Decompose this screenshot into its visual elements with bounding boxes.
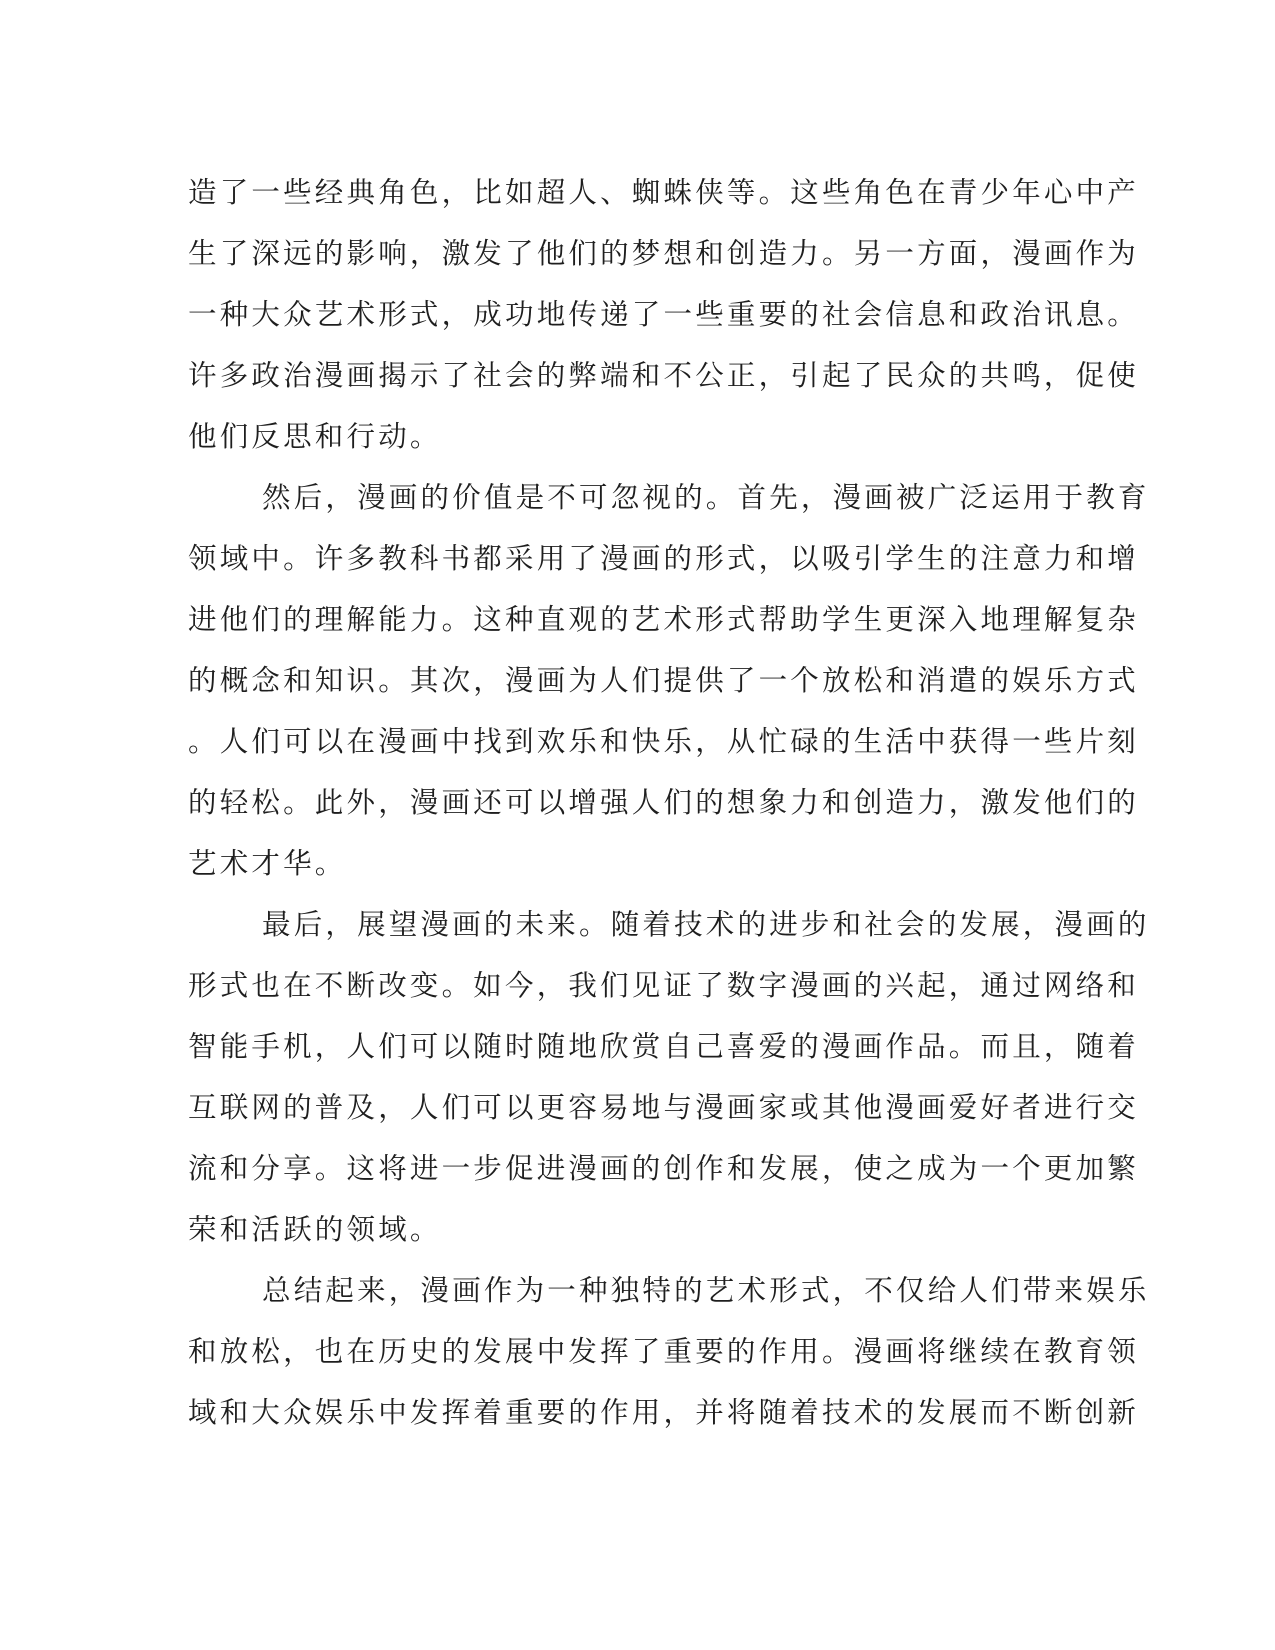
text-line: 域和大众娱乐中发挥着重要的作用，并将随着技术的发展而不断创新 (188, 1396, 1140, 1429)
text-line: 智能手机，人们可以随时随地欣赏自己喜爱的漫画作品。而且，随着 (188, 1030, 1140, 1063)
text-line: 艺术才华。 (188, 847, 347, 880)
body-text (188, 162, 1150, 1443)
text-line: 互联网的普及，人们可以更容易地与漫画家或其他漫画爱好者进行交 (188, 1091, 1140, 1124)
text-line: 荣和活跃的领域。 (188, 1213, 442, 1246)
text-line: 。人们可以在漫画中找到欢乐和快乐，从忙碌的生活中获得一些片刻 (188, 725, 1140, 758)
text-line: 进他们的理解能力。这种直观的艺术形式帮助学生更深入地理解复杂 (188, 603, 1140, 636)
text-line: 流和分享。这将进一步促进漫画的创作和发展，使之成为一个更加繁 (188, 1152, 1140, 1185)
text-line: 领域中。许多教科书都采用了漫画的形式，以吸引学生的注意力和增 (188, 542, 1140, 575)
text-line: 和放松，也在历史的发展中发挥了重要的作用。漫画将继续在教育领 (188, 1335, 1140, 1368)
text-line: 他们反思和行动。 (188, 420, 442, 453)
text-line: 的概念和知识。其次，漫画为人们提供了一个放松和消遣的娱乐方式 (188, 664, 1140, 697)
paragraph-start-line: 总结起来，漫画作为一种独特的艺术形式，不仅给人们带来娱乐 (262, 1274, 1150, 1307)
text-line: 生了深远的影响，激发了他们的梦想和创造力。另一方面，漫画作为 (188, 237, 1140, 270)
text-line: 的轻松。此外，漫画还可以增强人们的想象力和创造力，激发他们的 (188, 786, 1140, 819)
text-line: 形式也在不断改变。如今，我们见证了数字漫画的兴起，通过网络和 (188, 969, 1140, 1002)
paragraph-start-line: 最后，展望漫画的未来。随着技术的进步和社会的发展，漫画的 (262, 908, 1150, 941)
text-line: 一种大众艺术形式，成功地传递了一些重要的社会信息和政治讯息。 (188, 298, 1140, 331)
text-line: 许多政治漫画揭示了社会的弊端和不公正，引起了民众的共鸣，促使 (188, 359, 1140, 392)
text-line: 造了一些经典角色，比如超人、蜘蛛侠等。这些角色在青少年心中产 (188, 176, 1140, 209)
paragraph-start-line: 然后，漫画的价值是不可忽视的。首先，漫画被广泛运用于教育 (262, 481, 1150, 514)
